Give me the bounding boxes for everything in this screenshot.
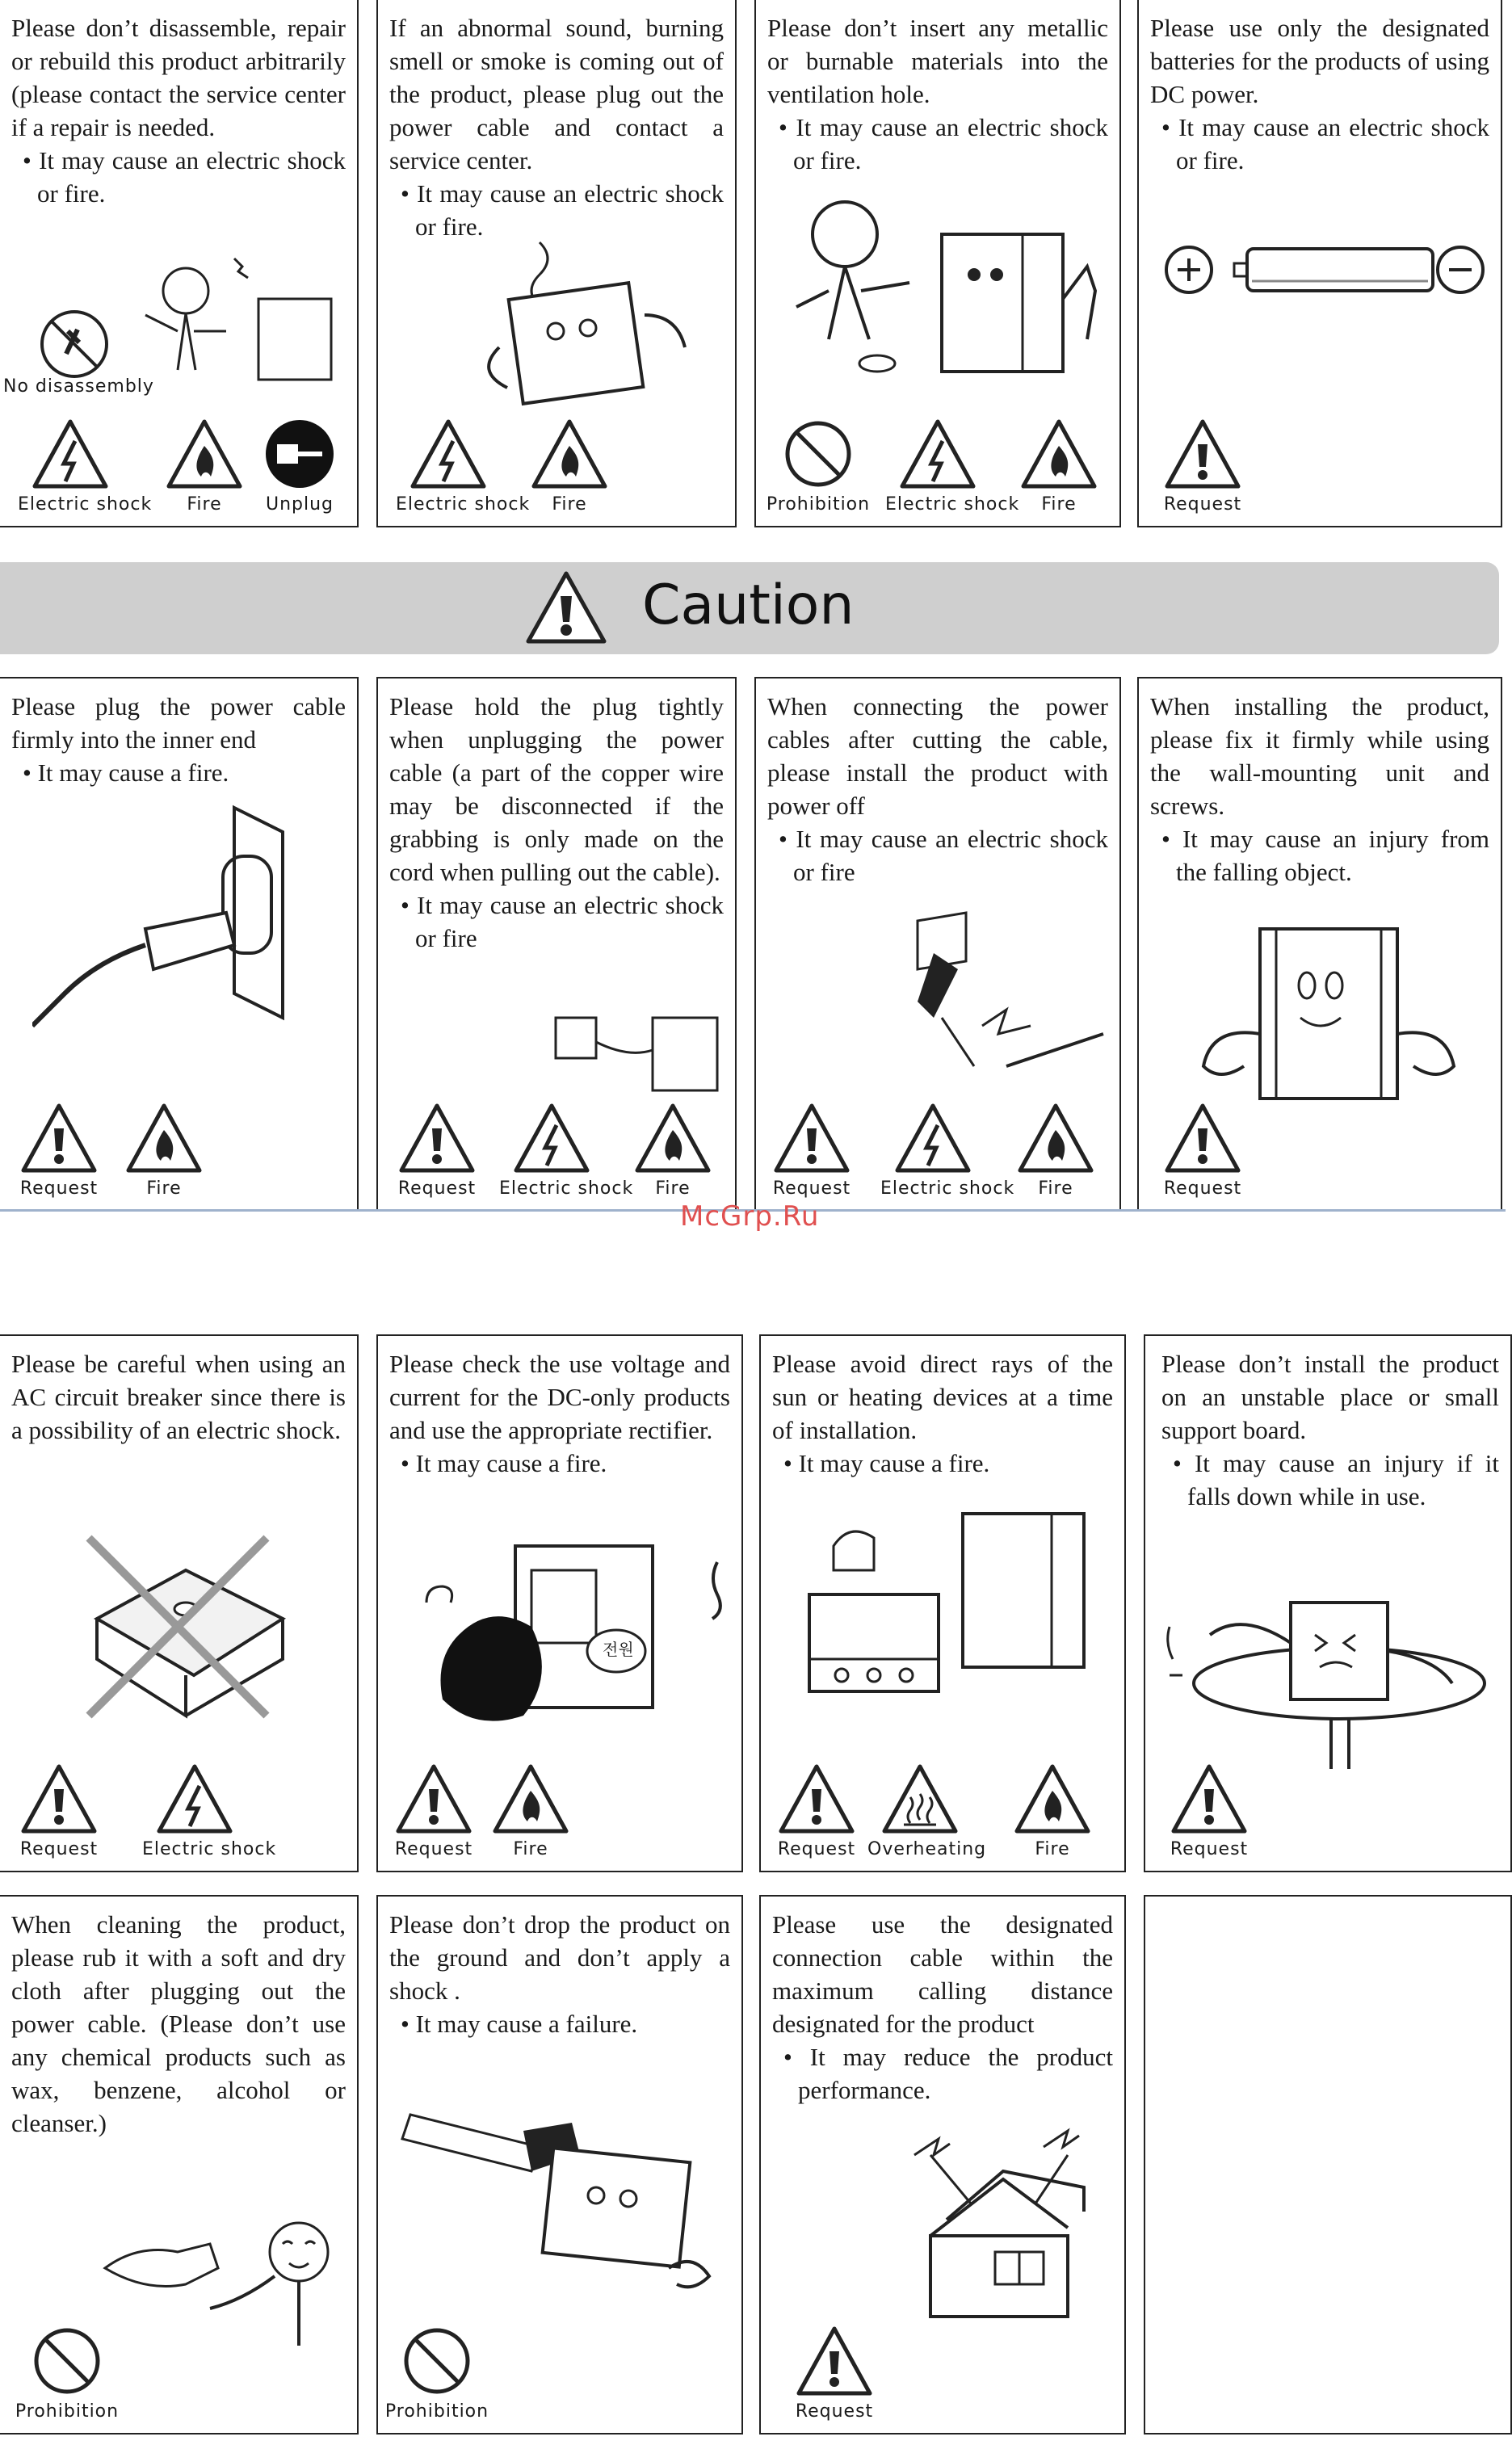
icon-label: Request — [1163, 1178, 1242, 1199]
panel-plug-firmly: Please plug the power cable firmly into the inner end • It may cause a fire. Request Fire — [0, 677, 359, 1212]
panel-text: Please hold the plug tightly when unplugging the power cable (a part of the copper wire may be disconnected if the grabbing is only made on the cord when pulling out the cable). — [389, 692, 724, 886]
panel-bullet: It may cause an electric shock or fire — [793, 825, 1108, 886]
panel-text: Please don’t install the product on an unstable place or small support board. — [1161, 1350, 1499, 1444]
fire-icon — [111, 1101, 216, 1199]
icon-label: Request — [394, 1839, 473, 1859]
illustration-heat-source — [785, 1498, 1108, 1740]
minus-icon — [1438, 247, 1483, 292]
panel-text: When cleaning the product, please rub it with a soft and dry cloth after plugging out the power cable. (Please don’t use any chemical products such as wax, benzene, alcohol or cleanser.) — [11, 1910, 346, 2137]
panel-dont-drop: Please don’t drop the product on the ground and don’t apply a shock . • It may cause a failure. Prohibition — [376, 1895, 743, 2434]
request-icon — [764, 1762, 869, 1859]
icon-label: Request — [772, 1178, 851, 1199]
panel-ventilation-hole: Please don’t insert any metallic or burnable materials into the ventilation hole. • It may cause an electric shock or fire. Prohibition Electric shock Fire — [754, 0, 1121, 527]
illustration-label: 전원 — [603, 1640, 634, 1659]
plus-icon — [1166, 247, 1212, 292]
icon-label: Electric shock — [142, 1839, 277, 1859]
panel-text: Please don’t drop the product on the ground and don’t apply a shock . — [389, 1910, 730, 2005]
illustration-unplug — [548, 1010, 725, 1099]
icon-label: Fire — [513, 1839, 548, 1859]
watermark: McGrp.Ru — [680, 1200, 820, 1233]
electric-shock-icon — [396, 417, 531, 515]
panel-bullet: It may cause an electric shock or fire — [415, 891, 724, 952]
illustration-label: No disassembly — [3, 376, 154, 397]
panel-text: Please be careful when using an AC circuit breaker since there is a possibility of an electric shock. — [11, 1350, 346, 1444]
icon-label: Prohibition — [15, 2401, 120, 2422]
panel-text: Please don’t disassemble, repair or rebuild this product arbitrarily (please contact the service center if a repair is needed. — [11, 14, 346, 141]
panel-hold-plug: Please hold the plug tightly when unplugging the power cable (a part of the copper wire may be disconnected if the grabbing is only made on the cord when pulling out the cable). • It may cause an electric shock or fire Request Electric shock Fire — [376, 677, 737, 1212]
panel-text: Please avoid direct rays of the sun or heating devices at a time of installation. — [772, 1350, 1113, 1444]
icon-label: Fire — [1041, 494, 1077, 515]
panel-connection-cable: Please use the designated connection cable within the maximum calling distance designated for the product • It may reduce the product performance. Request — [759, 1895, 1126, 2434]
caution-banner — [0, 562, 1499, 654]
prohibition-icon — [766, 417, 871, 515]
prohibition-icon — [384, 2324, 489, 2422]
icon-label: Request — [1163, 494, 1242, 515]
panel-cleaning — [0, 1895, 359, 2434]
icon-label: Electric shock — [880, 1178, 1015, 1199]
icon-label: Fire — [655, 1178, 691, 1199]
panel-text: Please don’t insert any metallic or burnable materials into the ventilation hole. — [767, 14, 1108, 108]
illustration-smoking-product — [483, 234, 717, 412]
caution-title: Caution — [642, 573, 855, 637]
icon-label: Fire — [146, 1178, 182, 1199]
illustration-house-antenna — [898, 2123, 1116, 2325]
illustration-hammer-shock — [394, 2082, 733, 2292]
request-icon — [6, 1101, 111, 1199]
request-icon — [1150, 1101, 1255, 1199]
panel-bullet: It may cause an injury if it falls down while in use. — [1187, 1449, 1499, 1510]
request-icon — [1157, 1762, 1262, 1859]
icon-label: Unplug — [265, 494, 334, 515]
electric-shock-icon — [499, 1101, 634, 1199]
request-icon — [759, 1101, 864, 1199]
panel-text: Please plug the power cable firmly into the inner end — [11, 692, 346, 754]
request-icon — [782, 2324, 887, 2422]
panel-bullet: It may cause a fire. — [415, 1449, 607, 1477]
panel-text: When connecting the power cables after cutting the cable, please install the product with power off — [767, 692, 1108, 820]
request-icon — [6, 1762, 111, 1859]
icon-label: Prohibition — [766, 494, 871, 515]
fire-icon — [1000, 1762, 1105, 1859]
illustration-mounted-unit — [1187, 921, 1462, 1107]
panel-batteries: Please use only the designated batteries for the products of using DC power. • It may cause an electric shock or fire. Request — [1137, 0, 1502, 527]
panel-text: Please use only the designated batteries for the products of using DC power. — [1150, 14, 1489, 108]
panel-bullet: It may cause a fire. — [798, 1449, 990, 1477]
illustration-child-inserting — [780, 186, 1103, 396]
panel-bullet: It may cause an electric shock or fire. — [1176, 113, 1489, 174]
panel-text: If an abnormal sound, burning smell or smoke is coming out of the product, please plug out the power cable and contact a service center. — [389, 14, 724, 174]
panel-text: Please use the designated connection cable within the maximum calling distance designated for the product — [772, 1910, 1113, 2038]
fire-icon — [152, 417, 257, 515]
electric-shock-icon — [18, 417, 153, 515]
request-icon — [381, 1762, 486, 1859]
icon-label: Electric shock — [499, 1178, 634, 1199]
fire-icon — [478, 1762, 583, 1859]
overheating-icon — [867, 1762, 987, 1859]
fire-icon — [1003, 1101, 1108, 1199]
icon-label: Fire — [1038, 1178, 1073, 1199]
panel-text: When installing the product, please fix it firmly while using the wall-mounting unit and screws. — [1150, 692, 1489, 820]
illustration-disassembly — [0, 242, 355, 404]
illustration-rectifier — [410, 1530, 733, 1740]
electric-shock-icon — [880, 1101, 1015, 1199]
panel-bullet: It may reduce the product performance. — [798, 2043, 1113, 2104]
illustration-plug-outlet — [32, 800, 339, 1042]
request-icon — [384, 1101, 489, 1199]
panel-bullet: It may cause a failure. — [415, 2010, 638, 2038]
panel-avoid-sun: Please avoid direct rays of the sun or heating devices at a time of installation. • It may cause a fire. Request Overheating Fire — [759, 1334, 1126, 1872]
panel-wall-mounting: When installing the product, please fix it firmly while using the wall-mounting unit and screws. • It may cause an injury from the falling object. Request — [1137, 677, 1502, 1212]
icon-label: Electric shock — [396, 494, 531, 515]
prohibition-icon — [15, 2324, 120, 2422]
icon-label: Request — [19, 1839, 99, 1859]
panel-bullet: It may cause a fire. — [37, 758, 229, 787]
icon-label: Electric shock — [18, 494, 153, 515]
illustration-cut-cable — [885, 905, 1111, 1099]
caution-icon — [523, 569, 609, 646]
panel-check-voltage: Please check the use voltage and current for the DC-only products and use the appropriate rectifier. • It may cause a fire. 전원 Request Fire — [376, 1334, 743, 1872]
icon-label: Fire — [187, 494, 222, 515]
illustration-battery — [1163, 234, 1486, 307]
panel-circuit-breaker — [0, 1334, 359, 1872]
panel-bullet: It may cause an electric shock or fire. — [415, 179, 724, 241]
icon-label: Request — [19, 1178, 99, 1199]
electric-shock-icon — [885, 417, 1020, 515]
icon-label: Fire — [552, 494, 587, 515]
icon-label: Request — [1170, 1839, 1249, 1859]
panel-abnormal-sound: If an abnormal sound, burning smell or smoke is coming out of the product, please plug out the power cable and contact a service center. • It may cause an electric shock or fire. Electric shock Fire — [376, 0, 737, 527]
unplug-icon — [247, 417, 352, 515]
request-icon — [1150, 417, 1255, 515]
panel-connect-cables: When connecting the power cables after cutting the cable, please install the product with power off • It may cause an electric shock or fire Request Electric shock Fire — [754, 677, 1121, 1212]
fire-icon — [620, 1101, 725, 1199]
panel-bullet: It may cause an injury from the falling object. — [1176, 825, 1490, 886]
icon-label: Request — [795, 2401, 874, 2422]
fire-icon — [1006, 417, 1111, 515]
panel-bullet: It may cause an electric shock or fire. — [793, 113, 1108, 174]
icon-label: Prohibition — [384, 2401, 489, 2422]
icon-label: Electric shock — [885, 494, 1020, 515]
illustration-circuit-breaker — [73, 1522, 299, 1732]
panel-disassemble: Please don’t disassemble, repair or rebuild this product arbitrarily (please contact the service center if a repair is needed. • It may cause an electric shock or fire. No disassembly Electric shock Fire Unplug — [0, 0, 359, 527]
panel-bullet: It may cause an electric shock or fire. — [37, 146, 346, 208]
fire-icon — [517, 417, 622, 515]
icon-label: Fire — [1035, 1839, 1070, 1859]
panel-unstable-place: Please don’t install the product on an unstable place or small support board. • It may cause an injury if it falls down while in use. Request — [1144, 1334, 1512, 1872]
electric-shock-icon — [142, 1762, 277, 1859]
panel-empty — [1144, 1895, 1512, 2434]
icon-label: Request — [777, 1839, 856, 1859]
panel-text: Please check the use voltage and current for the DC-only products and use the appropriate rectifier. — [389, 1350, 730, 1444]
illustration-unstable-table — [1161, 1578, 1501, 1772]
icon-label: Request — [397, 1178, 477, 1199]
icon-label: Overheating — [867, 1839, 987, 1859]
